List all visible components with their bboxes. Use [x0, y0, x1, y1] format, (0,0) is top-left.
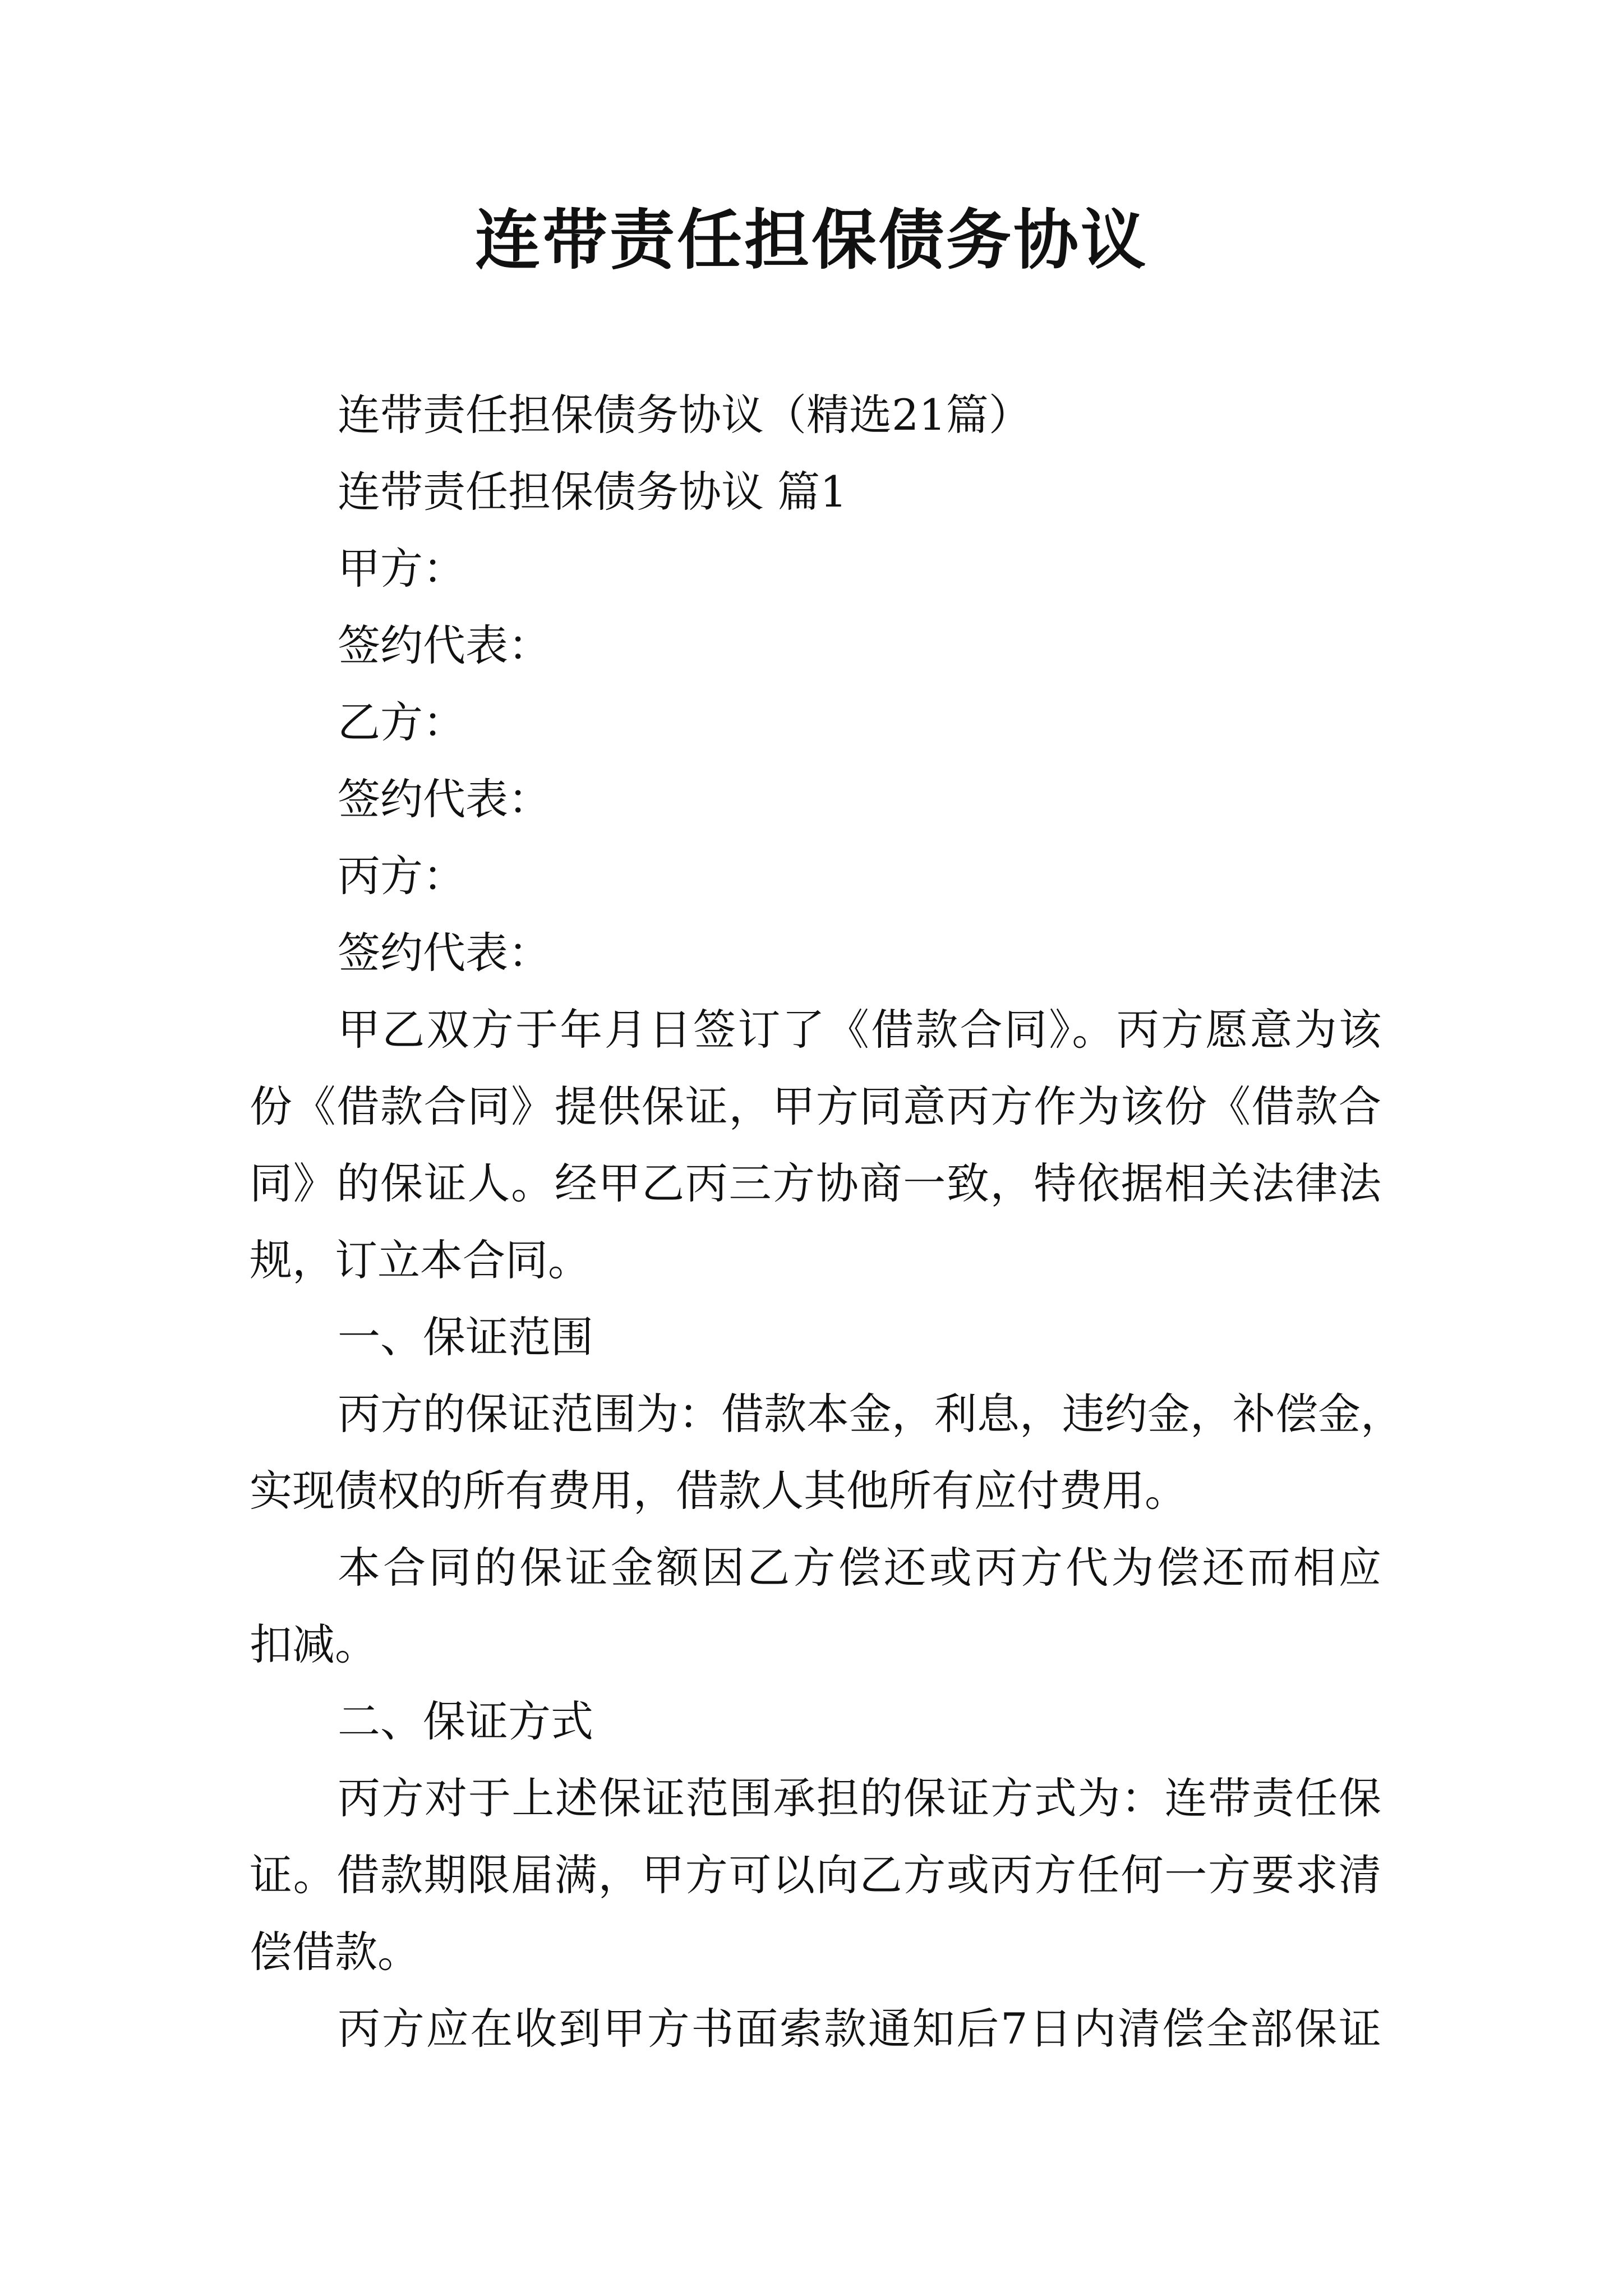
party-c-label: 丙方： — [338, 851, 465, 901]
section-heading: 连带责任担保债务协议 篇1 — [338, 467, 847, 517]
paragraph-line: 丙方的保证范围为：借款本金，利息，违约金，补偿金， — [338, 1389, 1403, 1439]
party-b-label: 乙方： — [338, 697, 465, 747]
party-a-label: 甲方： — [338, 544, 465, 593]
subtitle-line: 连带责任担保债务协议（精选21篇） — [338, 390, 1031, 440]
paragraph-line: 甲乙双方于年月日签订了《借款合同》。丙方愿意为该 — [338, 1005, 1381, 1055]
paragraph-line: 偿借款。 — [250, 1927, 420, 1977]
paragraph-line: 扣减。 — [250, 1619, 377, 1669]
paragraph-line: 同》的保证人。经甲乙丙三方协商一致，特依据相关法律法 — [250, 1158, 1381, 1208]
clause-heading: 一、保证范围 — [338, 1312, 593, 1362]
clause-heading: 二、保证方式 — [338, 1696, 593, 1746]
signatory-label: 签约代表： — [338, 928, 551, 978]
paragraph-line: 丙方应在收到甲方书面索款通知后7日内清偿全部保证 — [338, 2004, 1381, 2054]
signatory-label: 签约代表： — [338, 620, 551, 670]
document-title: 连带责任担保债务协议 — [475, 202, 1148, 278]
paragraph-line: 证。借款期限届满，甲方可以向乙方或丙方任何一方要求清 — [250, 1850, 1381, 1900]
paragraph-line: 丙方对于上述保证范围承担的保证方式为：连带责任保 — [338, 1773, 1381, 1823]
paragraph-line: 本合同的保证金额因乙方偿还或丙方代为偿还而相应 — [338, 1543, 1381, 1593]
signatory-label: 签约代表： — [338, 774, 551, 824]
paragraph-line: 规，订立本合同。 — [250, 1235, 591, 1285]
paragraph-line: 实现债权的所有费用，借款人其他所有应付费用。 — [250, 1466, 1187, 1516]
paragraph-line: 份《借款合同》提供保证，甲方同意丙方作为该份《借款合 — [250, 1082, 1381, 1131]
